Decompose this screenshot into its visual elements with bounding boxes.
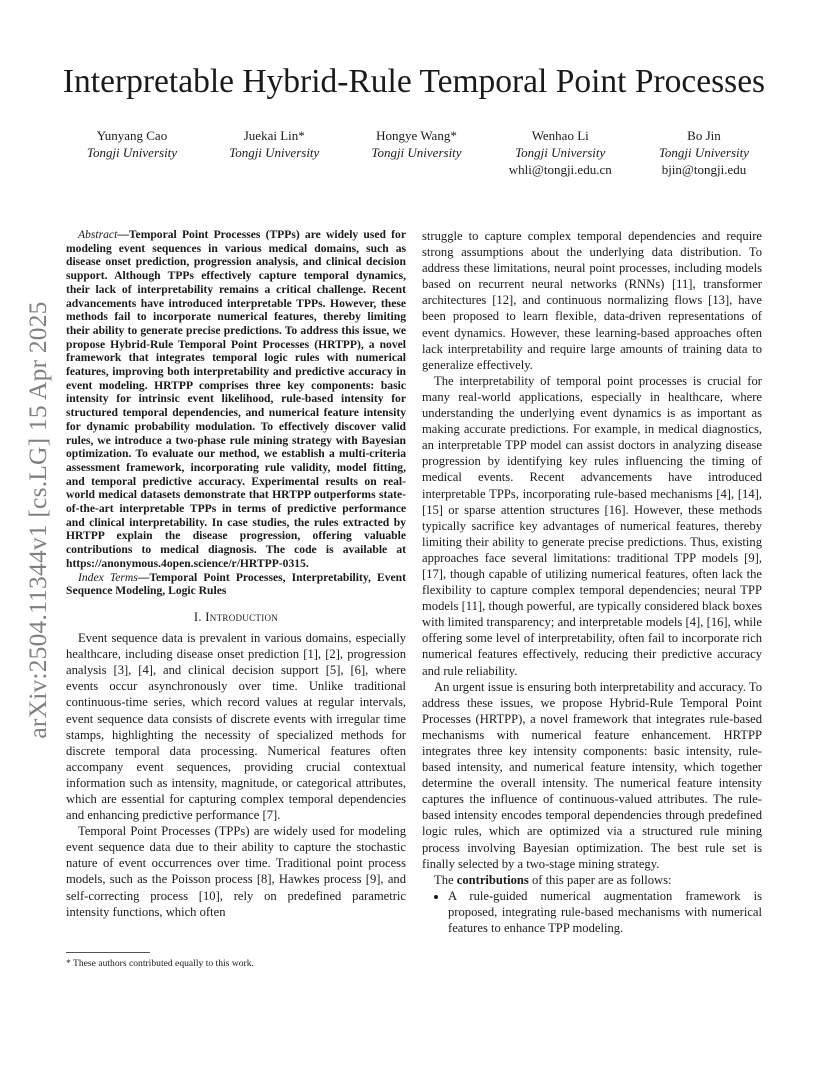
author-email: bjin@tongji.edu xyxy=(661,162,747,177)
arxiv-side-stamp xyxy=(18,285,58,755)
paragraph: An urgent issue is ensuring both interpretability and accuracy. To address these issues, we propose Hybrid-Rule Temporal Point Processes (HRTPP), a novel framework that integrates rule-based mechanisms with numerical feature enhancement. HRTPP integrates three key intensity components: basic intensity, rule-based intensity, and numerical feature intensity, which together determine the overall intensity. The numerical feature intensity captures the influence of continuous-valued attributes. The rule-based intensity encodes temporal dependencies through predefined logic rules, which are optimized via a structured rule mining process involving Bayesian optimization. The best rule set is finally selected by a two-stage mining strategy. xyxy=(422,679,762,871)
contributions-bold: contributions xyxy=(456,872,529,887)
author-affiliation: Tongji University xyxy=(229,145,320,160)
author-name: Hongye Wang* xyxy=(376,128,457,143)
author-block xyxy=(654,127,754,178)
index-terms-text: —Temporal Point Processes, Interpretability, Event Sequence Modeling, Logic Rules xyxy=(66,570,406,598)
contributions-post: of this paper are as follows: xyxy=(528,872,672,887)
author-name: Yunyang Cao xyxy=(96,128,168,143)
author-list xyxy=(82,127,754,178)
index-terms xyxy=(66,571,406,598)
author-affiliation: Tongji University xyxy=(658,145,750,160)
section-number: I. xyxy=(193,609,202,624)
paragraph: struggle to capture complex temporal dependencies and require strong assumptions about the underlying data distribution. To address these limitations, neural point processes, including models based on recurrent neural networks (RNNs) [11], transformer architectures [12], and continuous normalizing flows [13], have been proposed to learn flexible, data-driven representations of event dynamics. However, these learning-based approaches often lack interpretability and require large amounts of training data to generalize effectively. xyxy=(422,229,762,372)
footnote-rule xyxy=(66,952,150,953)
abstract-text: —Temporal Point Processes (TPPs) are widely used for modeling event sequences in various medical domains, such as disease onset prediction, progression analysis, and clinical decision support. Although TPPs effectively capture temporal dynamics, their lack of interpretability remains a critical challenge. Recent advancements have introduced interpretable TPPs. However, these methods fail to incorporate numerical features, thereby limiting their ability to generate precise predictions. To address this issue, we propose Hybrid-Rule Temporal Point Processes (HRTPP), a novel framework that integrates temporal logic rules with numerical features, improving both interpretability and predictive accuracy in event modeling. HRTPP comprises three key components: basic intensity for intrinsic event likelihood, rule-based intensity for structured temporal dependencies, and numerical feature intensity for dynamic probability modulation. To effectively discover valid rules, we introduce a two-phase rule mining strategy with Bayesian optimization. To evaluate our method, we establish a multi-criteria assessment framework, incorporating rule validity, model fitting, and temporal predictive accuracy. Experimental results on real-world medical datasets demonstrate that HRTPP outperforms state-of-the-art interpretable TPPs in terms of predictive performance and clinical interpretability. In case studies, the rules extracted by HRTPP explain the disease progression, offering valuable contributions to medical diagnosis. The code is available at https://anonymous.4open.science/r/HRTPP-0315. xyxy=(66,228,406,570)
contributions-list xyxy=(422,888,762,936)
author-block xyxy=(82,127,182,178)
paragraph: Event sequence data is prevalent in various domains, especially healthcare, including disease onset prediction [1], [2], progression analysis [3], [4], and clinical decision support [5], [6], where events occur asynchronously over time. Unlike traditional continuous-time series, which record values at regular intervals, event sequence data consists of discrete events with irregular time stamps, highlighting the necessity of specialized methods for discrete temporal data processing. Numerical features often accompany event sequences, providing crucial contextual information such as intensity, magnitude, or categorical attributes, which are essential for capturing complex temporal dependencies and enhancing predictive performance [7]. xyxy=(66,631,406,823)
paragraph: Temporal Point Processes (TPPs) are widely used for modeling event sequence data due to their ability to capture the stochastic nature of event occurrences over time. Traditional point process models, such as the Poisson process [8], Hawkes process [9], and self-correcting process [10], rely on predefined parametric intensity functions, which often xyxy=(66,824,406,919)
author-name: Bo Jin xyxy=(687,128,721,143)
author-block xyxy=(224,127,324,178)
author-affiliation: Tongji University xyxy=(515,145,606,160)
contributions-intro xyxy=(422,872,762,888)
author-name: Wenhao Li xyxy=(531,128,589,143)
right-column xyxy=(422,228,762,936)
abstract-lead: Abstract xyxy=(78,228,118,241)
contribution-item: • A rule-guided numerical augmentation framework is proposed, integrating rule-based mechanisms with numerical features to enhance TPP modeling. xyxy=(448,888,762,936)
author-affiliation: Tongji University xyxy=(371,145,462,160)
author-block xyxy=(509,127,612,178)
footnote: * These authors contributed equally to this work. xyxy=(66,958,254,969)
arxiv-identifier: arXiv:2504.11344v1 [cs.LG] 15 Apr 2025 xyxy=(23,301,52,739)
left-column xyxy=(66,228,406,920)
abstract xyxy=(66,228,406,571)
author-name: Juekai Lin* xyxy=(243,128,305,143)
index-terms-lead: Index Terms xyxy=(78,570,138,584)
paper-title: Interpretable Hybrid-Rule Temporal Point Processes xyxy=(62,63,766,100)
section-heading xyxy=(66,609,406,625)
contributions-pre: The xyxy=(434,872,457,887)
section-title: Introduction xyxy=(205,609,279,624)
paragraph: The interpretability of temporal point processes is crucial for many real-world applications, especially in healthcare, where understanding the underlying event dynamics is as important as making accurate predictions. For example, in medical diagnostics, an interpretable TPP model can assist doctors in analyzing disease progression by identifying key rules influencing the timing of medical events. Recent advancements have introduced interpretable TPPs, incorporating rule-based mechanisms [4], [14], [15] or sparse attention structures [16]. However, these methods typically sacrifice key advantages of numerical features, thereby limiting their ability to generate precise predictions. Thus, existing approaches face several limitations: traditional TPP models [9], [17], though capable of utilizing numerical features, often lack the flexibility to capture complex temporal dependencies; neural TPP models [11], though powerful, are typically considered black boxes with limited transparency; and interpretable models [4], [16], while offering some level of interpretability, often fail to incorporate rich numerical features effectively, reducing their predictive accuracy and rule reliability. xyxy=(422,373,762,678)
author-affiliation: Tongji University xyxy=(86,145,178,160)
author-email: whli@tongji.edu.cn xyxy=(508,162,612,177)
author-block xyxy=(367,127,467,178)
